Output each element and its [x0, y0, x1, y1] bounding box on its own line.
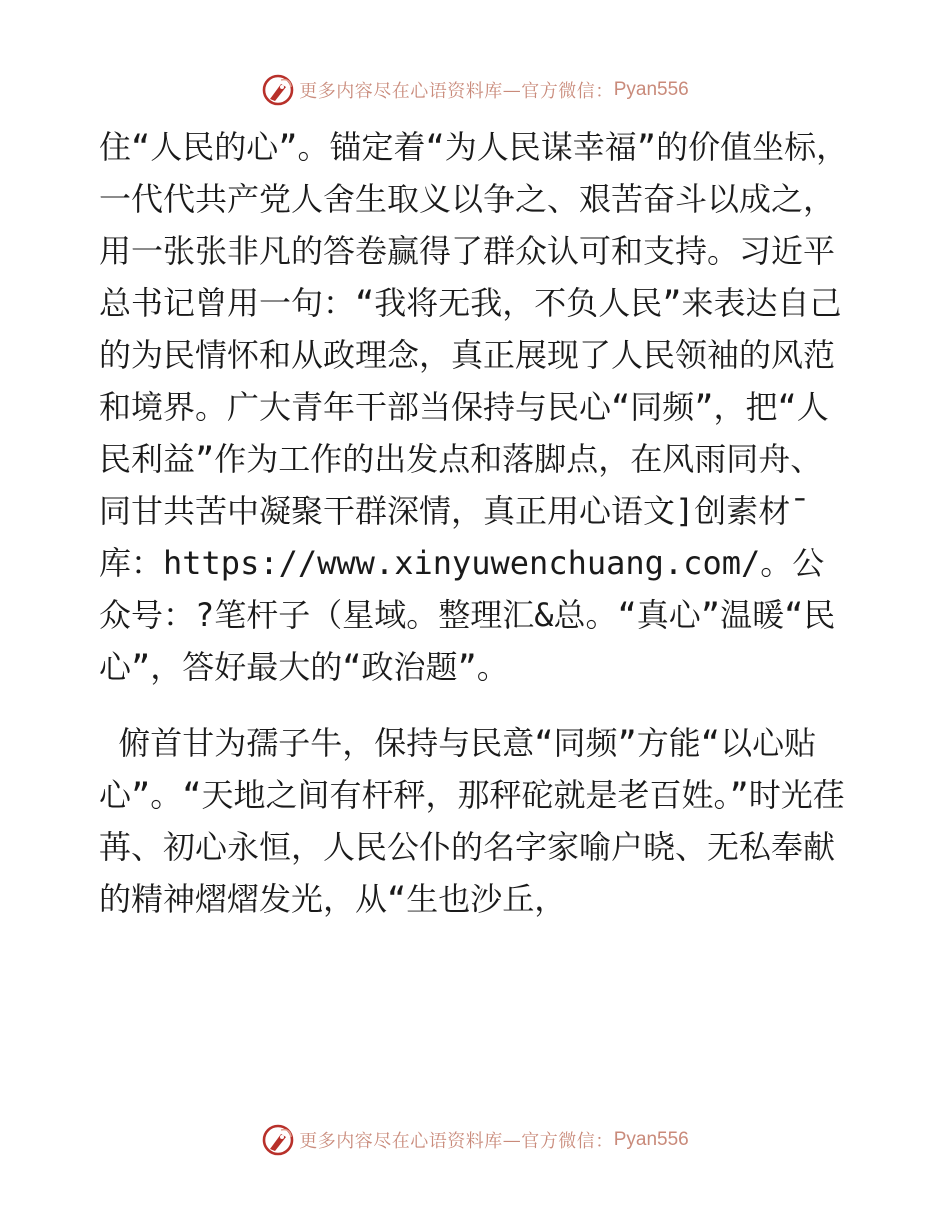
header-separator: — [502, 79, 522, 101]
header-banner [0, 70, 950, 110]
paragraph-1: 住“人民的心”。锚定着“为人民谋幸福”的价值坐标，一代代共产党人舍生取义以争之、艰苦奋斗以成之，用一张张非凡的答卷赢得了群众认可和支持。习近平总书记曾用一句：“我将无我，不负人民”来表达自己的为民情怀和从政理念，真正展现了人民领袖的风范和境界。广大青年干部当保持与民心“同频”，把“人民利益”作为工作的出发点和落脚点，在风雨同舟、同甘共苦中凝聚干群深情，真正用心语文]创素材¯库：https://www.xinyuwenchuang.com/。公众号：?笔杆子（星域。整理汇&总。“真心”温暖“民心”，答好最大的“政治题”。 [99, 128, 849, 686]
footer-contact-id: Pyan556 [613, 1129, 689, 1150]
header-contact-id: Pyan556 [613, 79, 689, 100]
paragraph-2: 俯首甘为孺子牛，保持与民意“同频”方能“以心贴心”。“天地之间有杆秤，那秤砣就是老百姓。”时光荏苒、初心永恒，人民公仆的名字家喻户晓、无私奉献的精神熠熠发光，从“生也沙丘， [99, 724, 845, 918]
pen-nib-logo-icon [261, 1123, 295, 1157]
footer-separator: — [502, 1129, 522, 1151]
footer-banner [0, 1120, 950, 1160]
header-brand-text: 更多内容尽在心语资料库 [299, 81, 503, 102]
pen-nib-logo-icon [261, 73, 295, 107]
article-body [99, 121, 851, 925]
footer-brand-text: 更多内容尽在心语资料库 [299, 1131, 503, 1152]
footer-contact-label: 官方微信： [521, 1131, 614, 1152]
header-contact-label: 官方微信： [521, 81, 614, 102]
